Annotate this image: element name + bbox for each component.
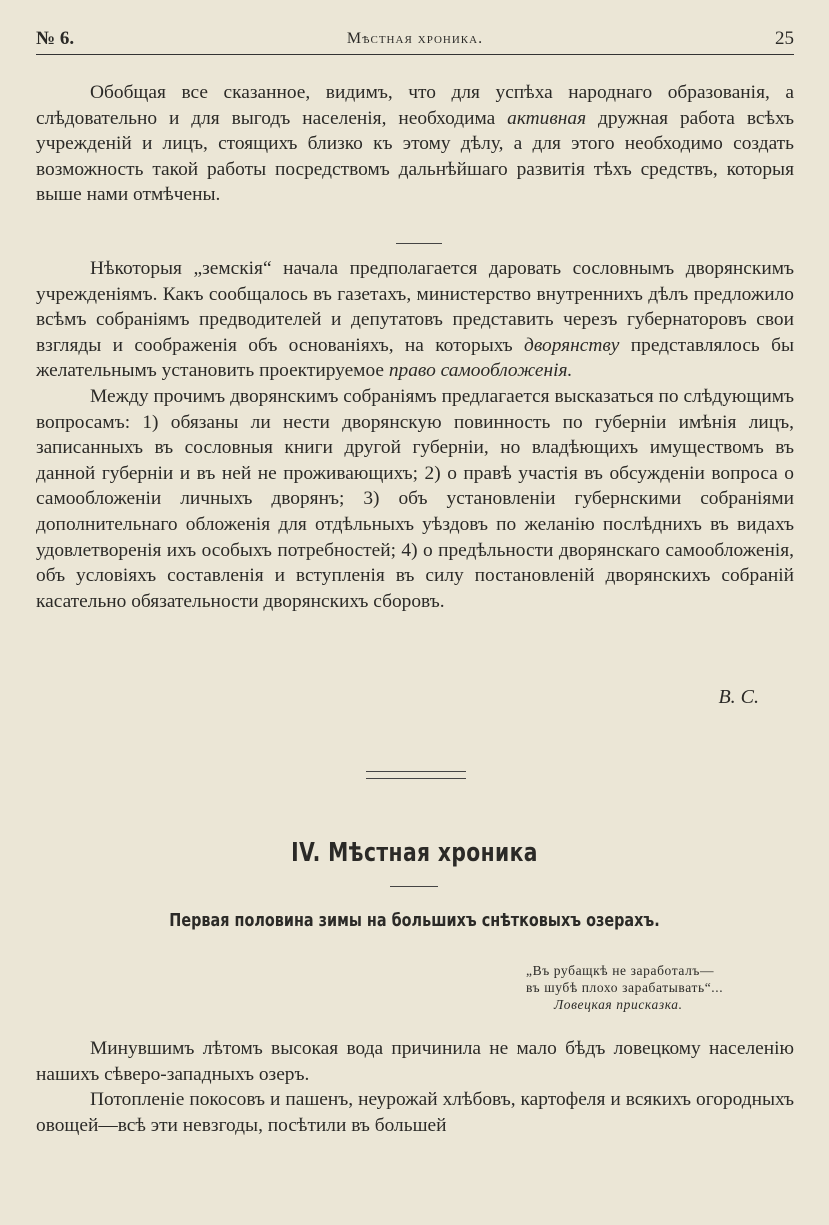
article-subtitle: Первая половина зимы на большихъ снѣтковыхъ озерахъ. <box>169 910 660 931</box>
issue-number: № 6. <box>36 28 75 49</box>
epigraph-line-2: въ шубѣ плохо зарабатывать“... <box>526 980 724 995</box>
section-title: IV. Мѣстная хроника <box>291 838 538 868</box>
paragraph2-text-b: представлялось бы желательнымъ установить проектируемое <box>36 334 794 382</box>
paragraph2-italic-2: право самообложенія. <box>388 360 573 382</box>
epigraph-line-1: „Въ рубащкѣ не заработалъ— <box>526 963 715 978</box>
paragraph-lakes <box>36 1036 794 1138</box>
title-rule <box>390 886 438 887</box>
paragraph2-text-a: Нѣкоторыя „земскія“ начала предполагается даровать сословнымъ дворянскимъ учрежденіямъ. Какъ сообщалось въ газетахъ, министерство внутреннихъ дѣлъ предложило всѣмъ собраніямъ предводителей и депутатовъ представить черезъ губернаторовъ свои взгляды и соображенія объ основаніяхъ, на которыхъ <box>36 258 794 356</box>
paragraph4: Потопленіе покосовъ и пашенъ, неурожай хлѣбовъ, картофеля и всякихъ огородныхъ овощей—всѣ эти невзгоды, посѣтили въ большей <box>36 1089 794 1136</box>
running-header <box>36 28 794 54</box>
page-number: 25 <box>775 28 794 49</box>
paragraph2-italic-1: дворянству <box>524 334 620 356</box>
paragraph1-italic: активная <box>507 107 587 129</box>
paragraph-education <box>36 80 794 208</box>
divider-short <box>396 243 442 244</box>
paragraph2-text-c: Между прочимъ дворянскимъ собраніямъ предлагается высказаться по слѣдующимъ вопросамъ: 1) обязаны ли нести дворянскую повинность по губерніи имѣнія лицъ, записанныхъ въ сословныя книги другой губерніи, но владѣющихъ имуществомъ въ данной губерніи и въ ней не проживающихъ; 2) о правѣ участія въ обсужденіи вопроса о самообложеніи личныхъ дворянъ; 3) объ установленіи губернскими собраніями дополнительнаго обложенія для отдѣльныхъ уѣздовъ по желанію послѣднихъ въ видахъ удовлетворенія ихъ особыхъ потребностей; 4) о предѣльности дворянскаго самообложенія, объ условіяхъ составленія и вступленія въ силу постановленій дворянскихъ собраній касательно обязательности дворянскихъ сборовъ. <box>36 385 794 612</box>
header-rule <box>36 54 794 55</box>
paragraph3: Минувшимъ лѣтомъ высокая вода причинила не мало бѣдъ ловецкому населенію нашихъ сѣверо-западныхъ озеръ. <box>36 1038 794 1085</box>
section-divider <box>366 771 466 779</box>
signature: В. С. <box>718 686 759 708</box>
paragraph1-text-b: дружная работа всѣхъ учрежденій и лицъ, стоящихъ близко къ этому дѣлу, а для этого необходимо создать возможность такой работы посредствомъ дальнѣйшаго развитія тѣхъ средствъ, которыя выше нами отмѣчены. <box>36 107 794 206</box>
epigraph <box>526 962 786 1013</box>
epigraph-source: Ловецкая присказка. <box>554 997 683 1012</box>
paragraph-nobility <box>36 256 794 614</box>
running-title: Мѣстная хроника. <box>346 30 484 47</box>
paragraph1-text-a: Обобщая все сказанное, видимъ, что для успѣха народнаго образованія, а слѣдовательно и для выгодъ населенія, необходима <box>36 82 794 129</box>
